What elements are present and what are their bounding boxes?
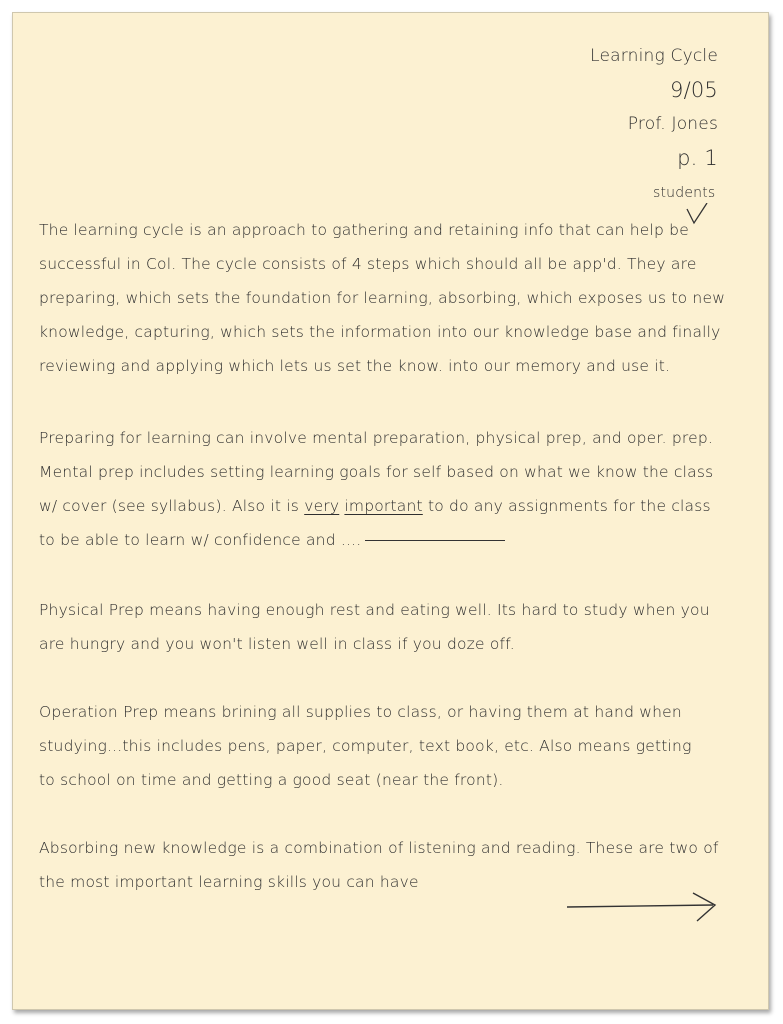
text-segment: to do any assignments for the class <box>427 497 711 515</box>
note-title: Learning Cycle <box>590 46 718 66</box>
note-date: 9/05 <box>670 78 718 102</box>
blank-line <box>365 540 505 541</box>
paragraph-absorbing <box>39 831 739 899</box>
paragraph-learning-cycle <box>39 213 739 383</box>
text-line: preparing, which sets the foundation for learning, absorbing, which exposes us to new <box>39 289 726 307</box>
underlined-word: important <box>344 497 423 515</box>
text-line: reviewing and applying which lets us set the know. into our memory and use it. <box>39 357 671 375</box>
text-line: the most important learning skills you can have <box>39 873 419 891</box>
note-professor: Prof. Jones <box>627 114 718 134</box>
text-line <box>39 523 739 557</box>
text-line <box>39 489 739 523</box>
text-line: are hungry and you won't listen well in class if you doze off. <box>39 635 515 653</box>
text-line: Mental prep includes setting learning goals for self based on what we know the class <box>39 463 714 481</box>
note-header <box>590 39 718 175</box>
text-line: studying...this includes pens, paper, computer, text book, etc. Also means getting <box>39 737 692 755</box>
text-segment: w/ cover (see syllabus). Also it is <box>39 497 300 515</box>
text-line: to school on time and getting a good seat (near the front). <box>39 771 504 789</box>
inserted-word: students <box>653 185 716 201</box>
paragraph-physical-prep <box>39 593 739 661</box>
text-line: Operation Prep means brining all supplies to class, or having them at hand when <box>39 703 682 721</box>
right-arrow-icon <box>565 891 725 931</box>
text-line: knowledge, capturing, which sets the information into our knowledge base and finally <box>39 323 721 341</box>
text-line: The learning cycle is an approach to gathering and retaining info that can help be <box>39 221 689 239</box>
text-segment: to be able to learn w/ confidence and .... <box>39 531 362 549</box>
text-line: Absorbing new knowledge is a combination of listening and reading. These are two of <box>39 839 719 857</box>
text-line: successful in Col. The cycle consists of 4 steps which should all be app'd. They are <box>39 255 697 273</box>
paragraph-preparing <box>39 421 739 557</box>
notes-page <box>12 12 769 1010</box>
text-line: Physical Prep means having enough rest and eating well. Its hard to study when you <box>39 601 710 619</box>
text-line: Preparing for learning can involve mental preparation, physical prep, and oper. prep. <box>39 429 713 447</box>
note-page-number: p. 1 <box>677 146 718 170</box>
underlined-word: very <box>304 497 340 515</box>
paragraph-operation-prep <box>39 695 729 797</box>
